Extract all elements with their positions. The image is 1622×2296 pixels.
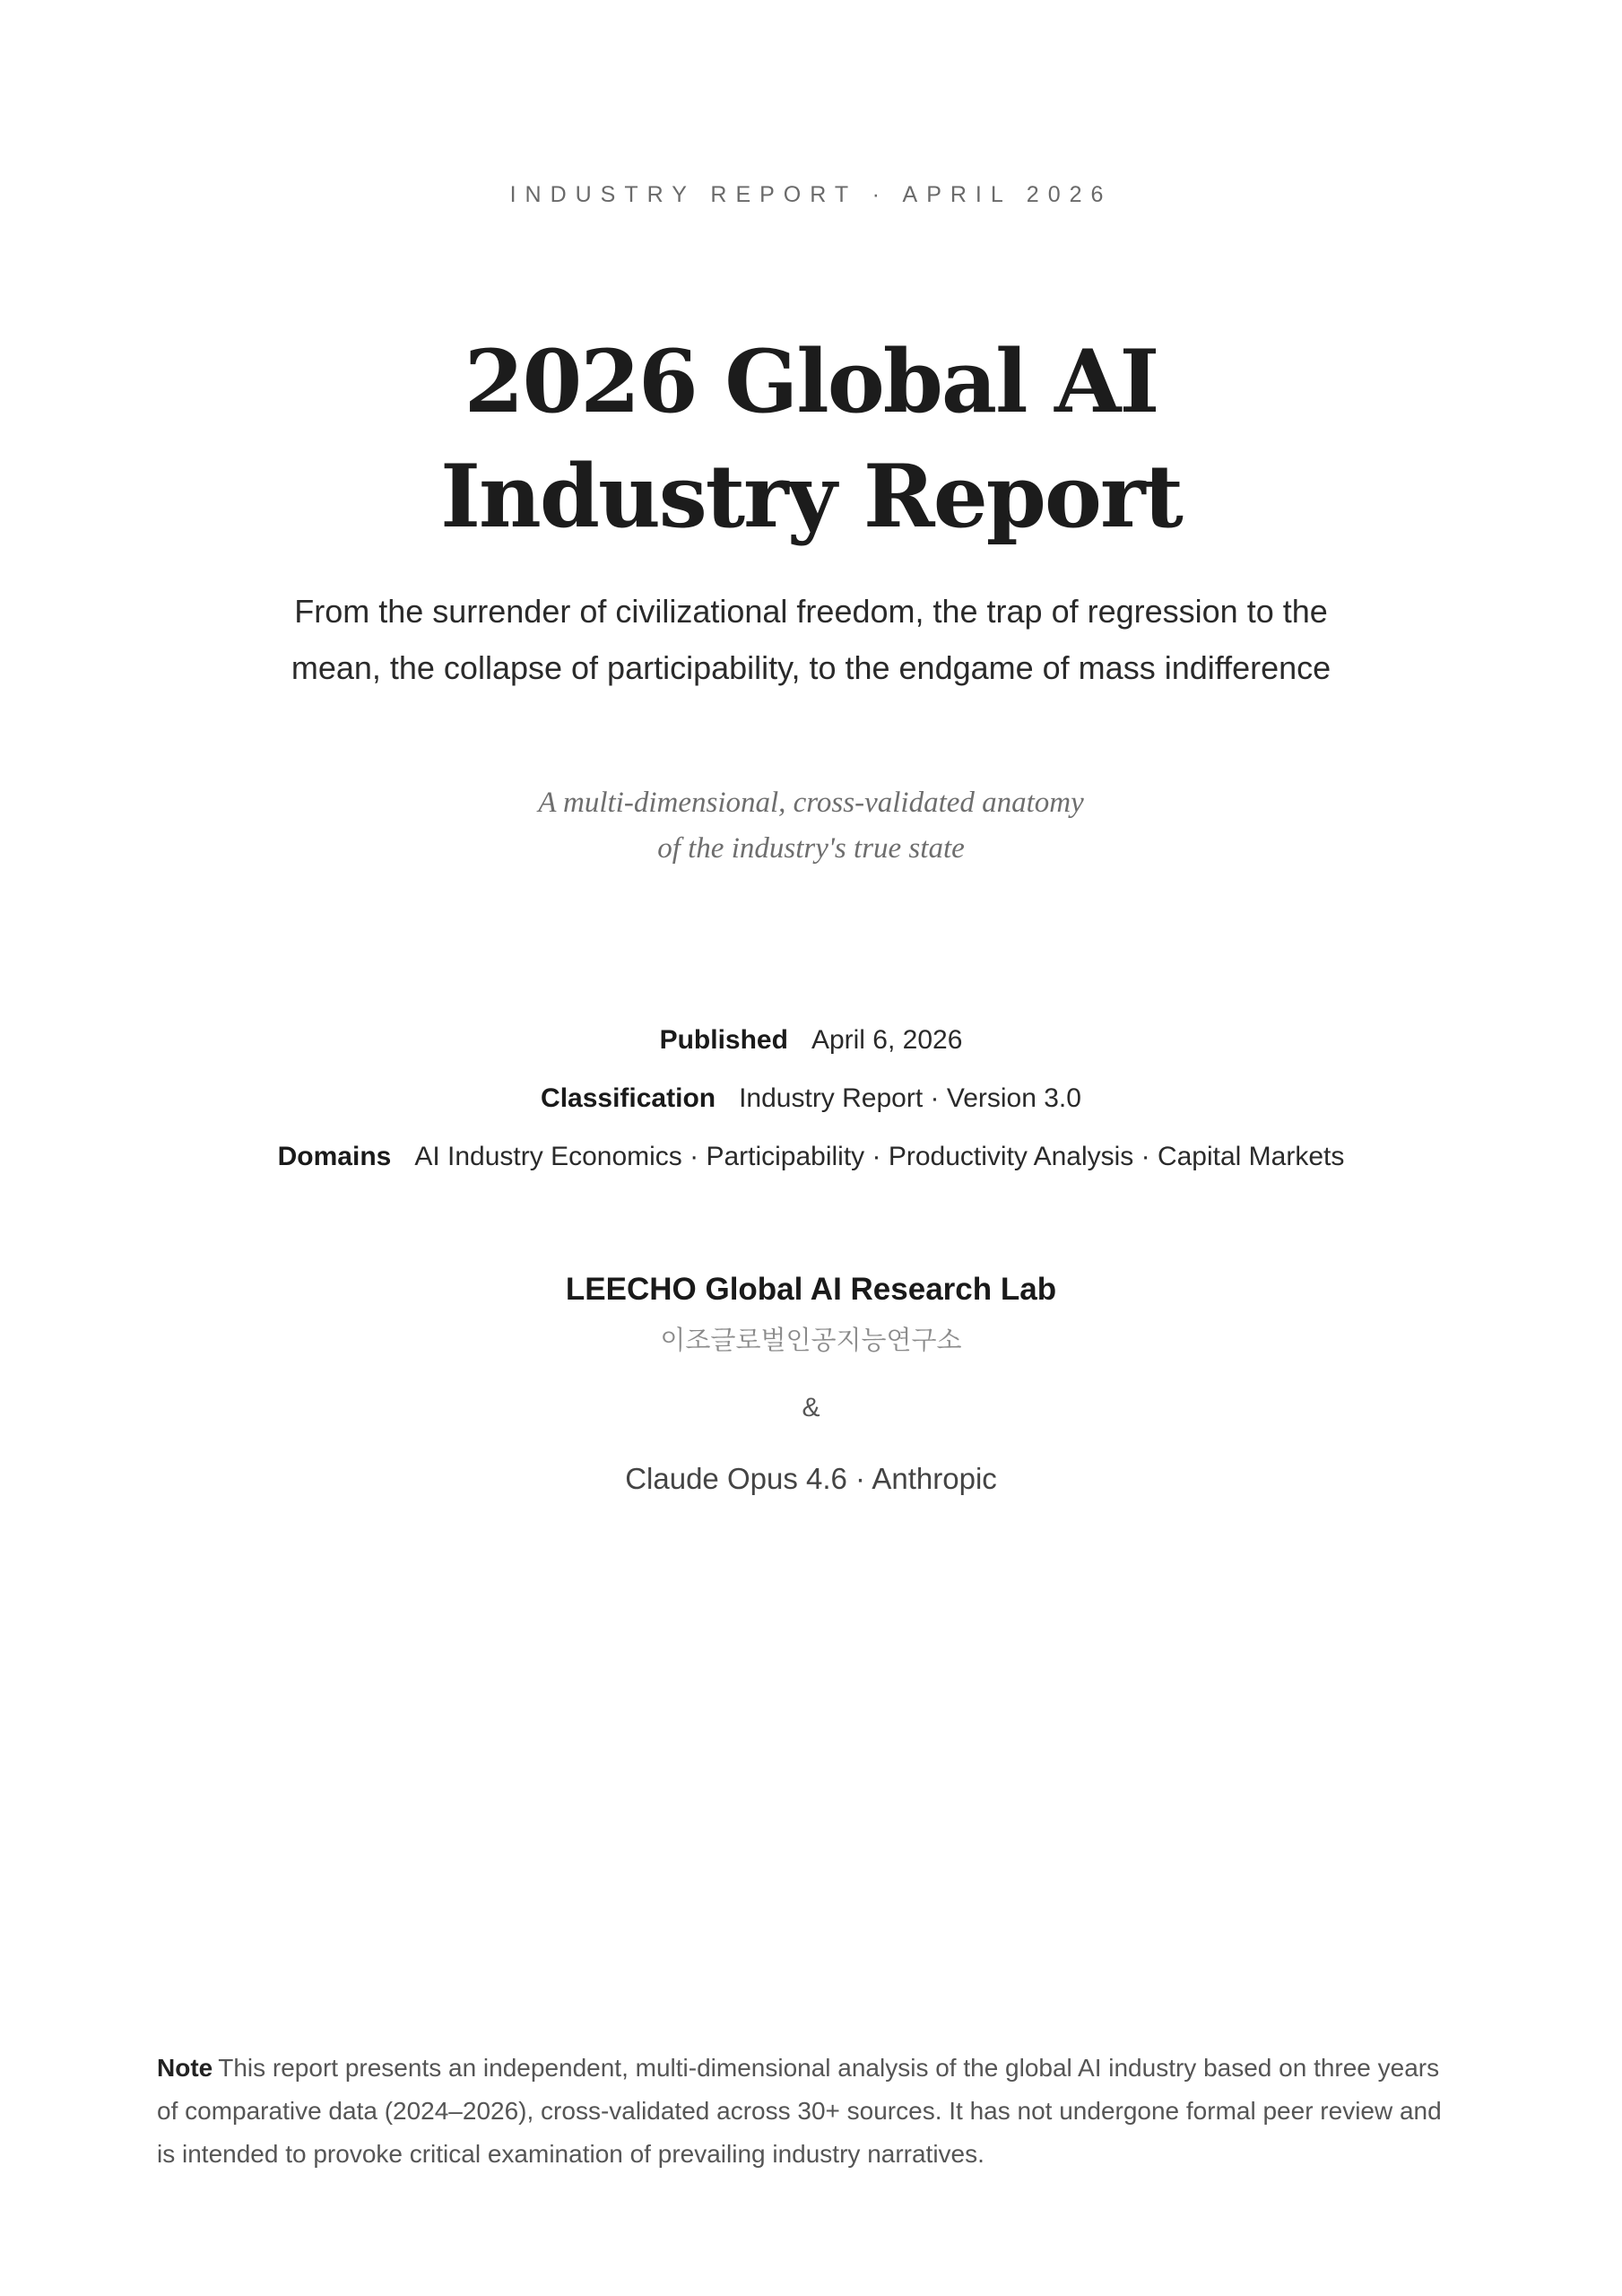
author-ampersand: & [802,1393,820,1422]
report-title [0,325,1622,554]
report-title-line-2: Industry Report [440,446,1182,547]
collaborator-name: Claude Opus 4.6 · Anthropic [625,1462,997,1495]
report-subtitle: From the surrender of civilizational freedom, the trap of regression to the mean, the collapse of participability, to the endgame of mass indifference [291,593,1331,686]
report-tagline [0,780,1622,872]
lab-korean-name: 이조글로벌인공지능연구소 [660,1325,962,1355]
meta-published [0,1025,1622,1056]
meta-domains [0,1142,1622,1172]
meta-domains-value: AI Industry Economics · Participability · Productivity Analysis · Capital Markets [414,1142,1345,1171]
lab-name: LEECHO Global AI Research Lab [565,1272,1057,1307]
meta-published-label: Published [659,1025,788,1055]
report-tagline-line-2: of the industry's true state [657,832,965,865]
meta-classification [0,1083,1622,1114]
report-tagline-line-1: A multi-dimensional, cross-validated anatomy [538,787,1084,819]
meta-classification-label: Classification [541,1083,716,1113]
note-text: This report presents an independent, multi-dimensional analysis of the global AI industry based on three years of comparative data (2024–2026), cross-validated across 30+ sources. It has not undergone formal peer review and is intended to provoke critical examination of prevailing industry narratives. [157,2054,1442,2168]
report-kicker: INDUSTRY REPORT · APRIL 2026 [509,182,1113,207]
note-label: Note [157,2054,213,2082]
report-note [157,2047,1466,2176]
meta-domains-label: Domains [277,1142,392,1171]
meta-classification-value: Industry Report · Version 3.0 [739,1083,1081,1113]
report-title-line-1: 2026 Global AI [464,331,1158,432]
meta-published-value: April 6, 2026 [811,1025,963,1055]
